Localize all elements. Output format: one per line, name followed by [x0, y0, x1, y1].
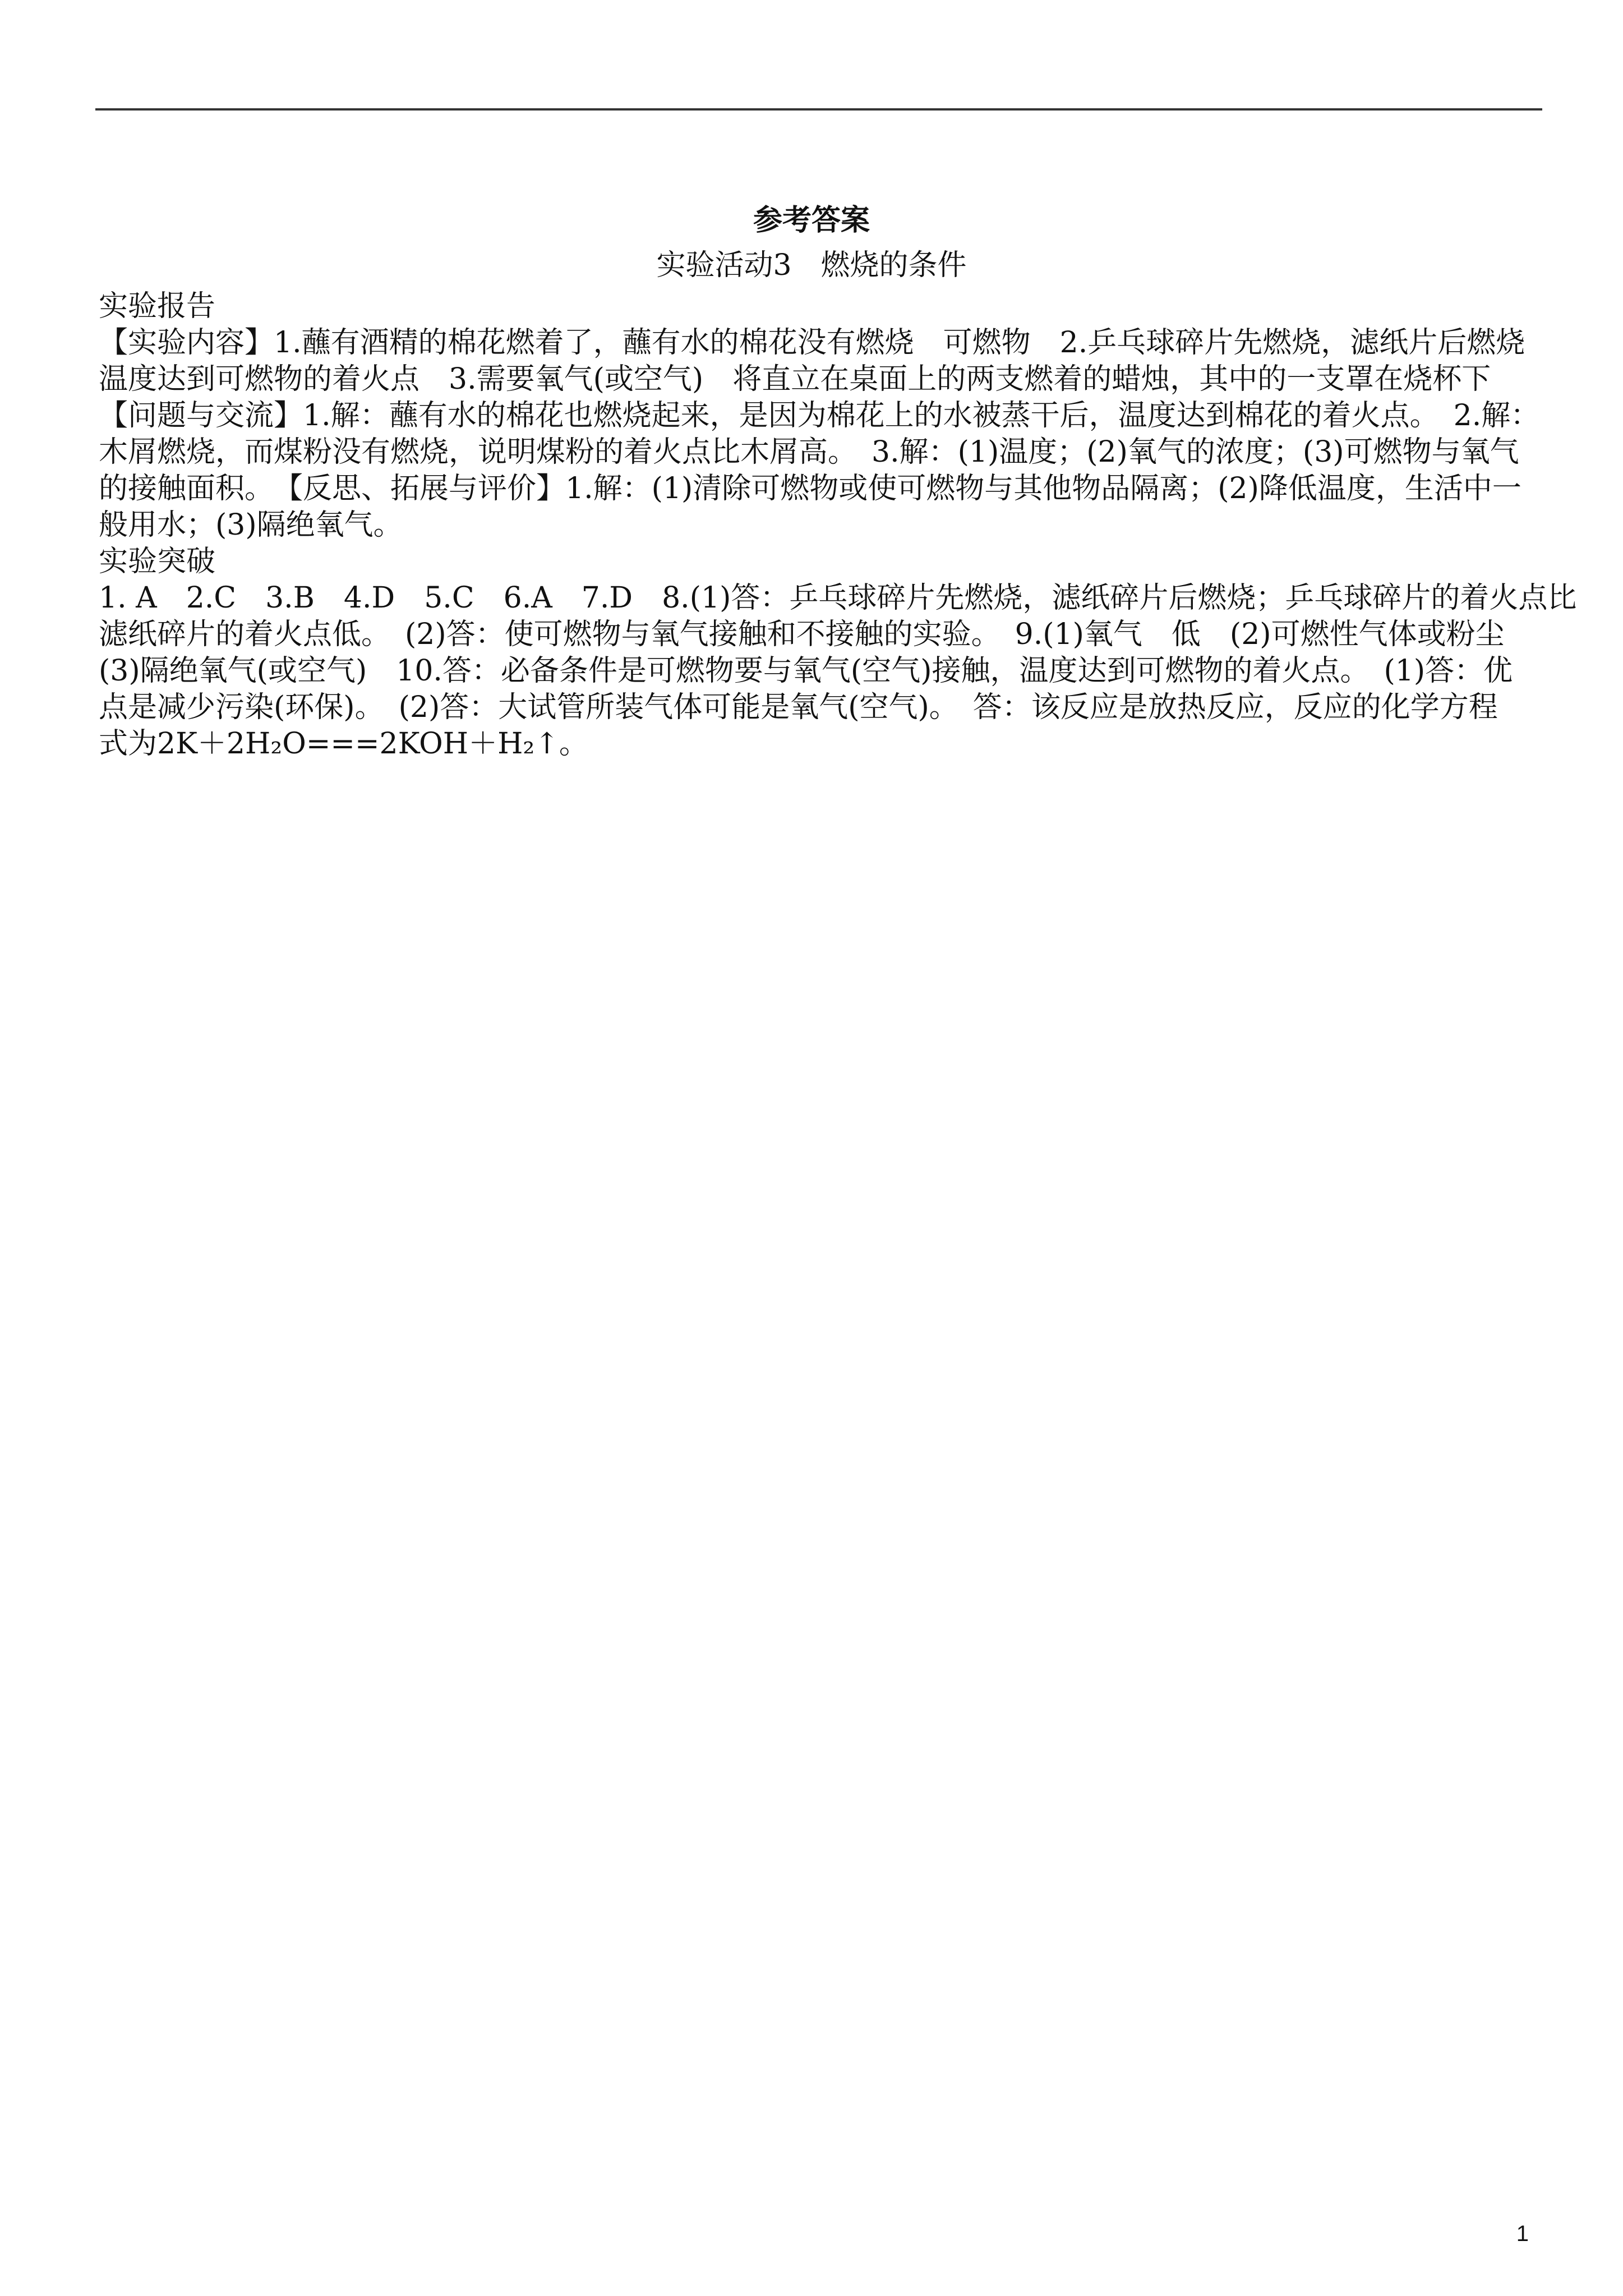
text-line: 点是减少污染(环保)。 (2)答：大试管所装气体可能是氧气(空气)。 答：该反应是放热反应，反应的化学方程	[99, 691, 1498, 724]
header-rule	[95, 108, 1542, 111]
text-line: 的接触面积。 【反思、拓展与评价】1.解：(1)清除可燃物或使可燃物与其他物品隔离；(2)降低温度，生活中一	[99, 472, 1521, 505]
text-line: 【问题与交流】1.解：蘸有水的棉花也燃烧起来，是因为棉花上的水被蒸干后，温度达到棉花的着火点。 2.解：	[99, 399, 1540, 432]
text-line: 【实验内容】1.蘸有酒精的棉花燃着了，蘸有水的棉花没有燃烧 可燃物 2.乒乓球碎片先燃烧，滤纸片后燃烧	[99, 326, 1525, 360]
text-line: 式为2K＋2H₂O===2KOH＋H₂↑。	[99, 727, 588, 761]
document-title: 参考答案	[753, 203, 870, 237]
text-line: (3)隔绝氧气(或空气) 10.答：必备条件是可燃物要与氧气(空气)接触，温度达到可燃物的着火点。 (1)答：优	[99, 654, 1513, 688]
section-heading-breakthrough: 实验突破	[99, 545, 216, 578]
text-line: 1. A 2.C 3.B 4.D 5.C 6.A 7.D 8.(1)答：乒乓球碎片先燃烧，滤纸碎片后燃烧；乒乓球碎片的着火点比	[99, 581, 1577, 615]
text-line: 滤纸碎片的着火点低。 (2)答：使可燃物与氧气接触和不接触的实验。 9.(1)氧气 低 (2)可燃性气体或粉尘	[99, 618, 1505, 651]
text-line: 温度达到可燃物的着火点 3.需要氧气(或空气) 将直立在桌面上的两支燃着的蜡烛，其中的一支罩在烧杯下	[99, 362, 1491, 396]
text-line: 木屑燃烧，而煤粉没有燃烧，说明煤粉的着火点比木屑高。 3.解：(1)温度；(2)氧气的浓度；(3)可燃物与氧气	[99, 435, 1519, 469]
page-number: 1	[1516, 2221, 1529, 2246]
text-line: 般用水；(3)隔绝氧气。	[99, 508, 403, 542]
document-subtitle: 实验活动3 燃烧的条件	[656, 249, 967, 282]
section-heading-report: 实验报告	[99, 289, 216, 323]
answer-body	[99, 288, 1577, 762]
